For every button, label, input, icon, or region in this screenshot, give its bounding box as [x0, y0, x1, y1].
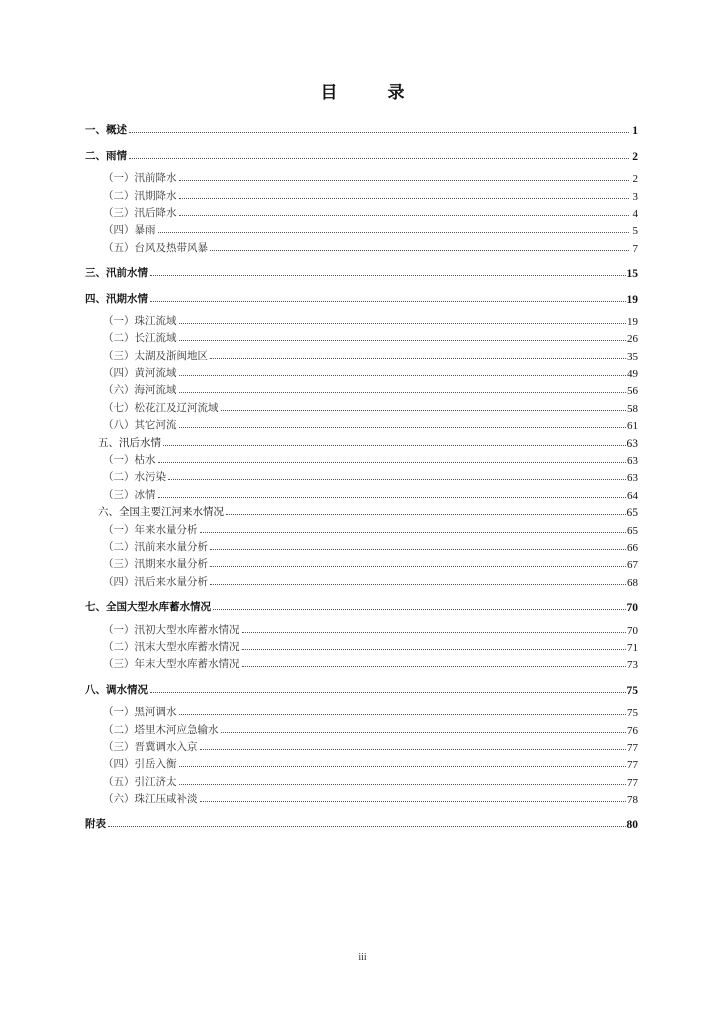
- toc-entry-page: 68: [627, 576, 638, 589]
- toc-entry-page: 65: [626, 507, 638, 520]
- toc-entry-label: （五）台风及热带风暴: [103, 241, 208, 254]
- toc-entry-label: （三）汛后降水: [103, 206, 177, 219]
- toc-entry[interactable]: [85, 432, 638, 449]
- toc-entry-label: （六）珠江压咸补淡: [103, 793, 198, 806]
- dot-leader: [200, 749, 627, 750]
- dot-leader: [179, 180, 630, 181]
- toc-entry-page: 61: [627, 420, 638, 433]
- dot-leader: [213, 609, 626, 610]
- toc-entry-page: 3: [632, 190, 638, 203]
- dot-leader: [242, 632, 627, 633]
- section-gap: [85, 671, 638, 679]
- dot-leader: [221, 410, 627, 411]
- toc-entry-page: 63: [626, 437, 638, 450]
- toc-entry-page: 77: [627, 741, 638, 754]
- toc-entry[interactable]: [85, 537, 638, 554]
- section-gap: [85, 255, 638, 263]
- toc-entry-label: 五、汛后水情: [98, 436, 161, 449]
- toc-entry-page: 70: [627, 624, 638, 637]
- toc-entry-label: （一）黑河调水: [103, 706, 177, 719]
- toc-entry-label: （二）塔里木河应急输水: [103, 723, 219, 736]
- toc-entry[interactable]: [85, 679, 638, 696]
- toc-entry-page: 15: [626, 268, 638, 281]
- toc-entry[interactable]: [85, 789, 638, 806]
- toc-entry-label: 六、全国主要江河来水情况: [98, 506, 224, 519]
- toc-entry[interactable]: [85, 719, 638, 736]
- dot-leader: [242, 649, 627, 650]
- toc-entry[interactable]: [85, 120, 638, 137]
- dot-leader: [179, 392, 627, 393]
- toc-entry-page: 19: [627, 315, 638, 328]
- dot-leader: [179, 198, 630, 199]
- toc-entry[interactable]: [85, 467, 638, 484]
- toc-entry-label: （二）汛末大型水库蓄水情况: [103, 640, 240, 653]
- toc-entry-label: （一）汛前降水: [103, 172, 177, 185]
- toc-entry[interactable]: [85, 502, 638, 519]
- dot-leader: [158, 497, 627, 498]
- toc-entry-page: 75: [626, 684, 638, 697]
- toc-entry[interactable]: [85, 203, 638, 220]
- dot-leader: [158, 462, 627, 463]
- dot-leader: [179, 427, 627, 428]
- toc-entry[interactable]: [85, 311, 638, 328]
- dot-leader: [179, 375, 627, 376]
- toc-entry[interactable]: [85, 654, 638, 671]
- dot-leader: [150, 275, 626, 276]
- toc-entry[interactable]: [85, 380, 638, 397]
- dot-leader: [108, 826, 626, 827]
- toc-entry-label: （三）太湖及浙闽地区: [103, 349, 208, 362]
- toc-entry-label: （二）汛前来水量分析: [103, 540, 208, 553]
- toc-entry-page: 7: [632, 242, 638, 255]
- toc-entry-label: （一）珠江流域: [103, 314, 177, 327]
- dot-leader: [179, 340, 627, 341]
- toc-entry-label: （一）年来水量分析: [103, 523, 198, 536]
- toc-entry-label: （四）汛后来水量分析: [103, 575, 208, 588]
- dot-leader: [158, 232, 630, 233]
- toc-entry-page: 26: [627, 333, 638, 346]
- toc-entry-label: （七）松花江及辽河流域: [103, 401, 219, 414]
- toc-entry[interactable]: [85, 288, 638, 305]
- toc-entry-page: 76: [627, 724, 638, 737]
- dot-leader: [179, 323, 627, 324]
- toc-entry-page: 80: [626, 819, 638, 832]
- toc-entry-label: （五）引江济太: [103, 775, 177, 788]
- dot-leader: [210, 358, 626, 359]
- toc-entry-page: 35: [627, 350, 638, 363]
- toc-entry-label: （二）水污染: [103, 471, 166, 484]
- toc-entry-label: 二、雨情: [85, 149, 127, 162]
- toc-entry-page: 4: [632, 207, 638, 220]
- toc-entry[interactable]: [85, 571, 638, 588]
- page-number: iii: [358, 952, 367, 963]
- dot-leader: [168, 479, 626, 480]
- toc-entry-page: 75: [627, 707, 638, 720]
- toc-entry[interactable]: [85, 263, 638, 280]
- toc-entry[interactable]: [85, 345, 638, 362]
- toc-entry[interactable]: [85, 554, 638, 571]
- dot-leader: [200, 532, 627, 533]
- section-gap: [85, 806, 638, 814]
- toc-entry-page: 58: [627, 402, 638, 415]
- toc-entry-page: 71: [627, 641, 638, 654]
- toc-entry-label: 七、全国大型水库蓄水情况: [85, 601, 211, 614]
- toc-entry[interactable]: [85, 237, 638, 254]
- toc-entry-page: 49: [627, 368, 638, 381]
- toc-entry-label: （二）长江流域: [103, 332, 177, 345]
- toc-entry-label: （八）其它河流: [103, 419, 177, 432]
- toc-entry-page: 77: [627, 759, 638, 772]
- toc-entry[interactable]: [85, 328, 638, 345]
- toc-entry[interactable]: [85, 363, 638, 380]
- toc-entry[interactable]: [85, 771, 638, 788]
- dot-leader: [150, 301, 626, 302]
- dot-leader: [179, 766, 627, 767]
- dot-leader: [179, 215, 630, 216]
- toc-entry-label: （四）黄河流域: [103, 367, 177, 380]
- toc-entry[interactable]: [85, 519, 638, 536]
- toc-entry[interactable]: [85, 702, 638, 719]
- toc-entry[interactable]: [85, 397, 638, 414]
- toc-entry-page: 19: [626, 293, 638, 306]
- toc-entry-page: 65: [627, 524, 638, 537]
- dot-leader: [150, 692, 626, 693]
- toc-entry[interactable]: [85, 754, 638, 771]
- table-of-contents: [85, 120, 638, 831]
- toc-entry-page: 67: [627, 559, 638, 572]
- toc-entry-label: （三）年末大型水库蓄水情况: [103, 658, 240, 671]
- toc-entry-label: （一）汛初大型水库蓄水情况: [103, 623, 240, 636]
- section-gap: [85, 137, 638, 145]
- toc-entry-page: 73: [627, 659, 638, 672]
- toc-entry-label: （三）汛期来水量分析: [103, 558, 208, 571]
- dot-leader: [226, 514, 626, 515]
- toc-entry[interactable]: [85, 484, 638, 501]
- toc-entry-label: 一、概述: [85, 124, 127, 137]
- page-title: 目 录: [320, 83, 427, 103]
- section-gap: [85, 280, 638, 288]
- toc-entry-label: （六）海河流域: [103, 384, 177, 397]
- toc-entry-label: （二）汛期降水: [103, 189, 177, 202]
- dot-leader: [210, 549, 626, 550]
- toc-entry-page: 70: [626, 602, 638, 615]
- toc-entry-page: 64: [627, 489, 638, 502]
- toc-entry-label: （一）枯水: [103, 454, 156, 467]
- toc-entry-page: 2: [632, 150, 638, 163]
- toc-entry-page: 63: [627, 472, 638, 485]
- dot-leader: [129, 158, 629, 159]
- dot-leader: [210, 584, 626, 585]
- section-gap: [85, 589, 638, 597]
- toc-entry[interactable]: [85, 220, 638, 237]
- dot-leader: [129, 132, 629, 133]
- toc-entry-page: 56: [627, 385, 638, 398]
- toc-entry-page: 5: [632, 225, 638, 238]
- toc-entry[interactable]: [85, 619, 638, 636]
- toc-entry-label: （三）冰情: [103, 488, 156, 501]
- toc-entry-label: （三）晋冀调水入京: [103, 740, 198, 753]
- toc-entry[interactable]: [85, 814, 638, 831]
- toc-entry[interactable]: [85, 637, 638, 654]
- toc-entry-page: 77: [627, 776, 638, 789]
- toc-entry-page: 63: [627, 455, 638, 468]
- toc-entry-label: 四、汛期水情: [85, 292, 148, 305]
- dot-leader: [210, 250, 629, 251]
- dot-leader: [200, 801, 627, 802]
- toc-entry-page: 78: [627, 794, 638, 807]
- dot-leader: [221, 732, 627, 733]
- dot-leader: [210, 566, 626, 567]
- toc-entry-label: （四）引岳入衡: [103, 758, 177, 771]
- dot-leader: [179, 714, 627, 715]
- toc-entry[interactable]: [85, 168, 638, 185]
- toc-entry[interactable]: [85, 185, 638, 202]
- toc-entry-page: 1: [632, 125, 638, 138]
- toc-entry[interactable]: [85, 450, 638, 467]
- toc-entry[interactable]: [85, 737, 638, 754]
- toc-entry[interactable]: [85, 597, 638, 614]
- toc-entry-label: 三、汛前水情: [85, 267, 148, 280]
- dot-leader: [163, 445, 626, 446]
- toc-entry[interactable]: [85, 415, 638, 432]
- toc-entry[interactable]: [85, 145, 638, 162]
- toc-entry-page: 2: [632, 173, 638, 186]
- dot-leader: [242, 666, 627, 667]
- dot-leader: [179, 784, 627, 785]
- toc-entry-label: 八、调水情况: [85, 683, 148, 696]
- toc-entry-page: 66: [627, 541, 638, 554]
- toc-entry-label: 附表: [85, 818, 106, 831]
- toc-entry-label: （四）暴雨: [103, 224, 156, 237]
